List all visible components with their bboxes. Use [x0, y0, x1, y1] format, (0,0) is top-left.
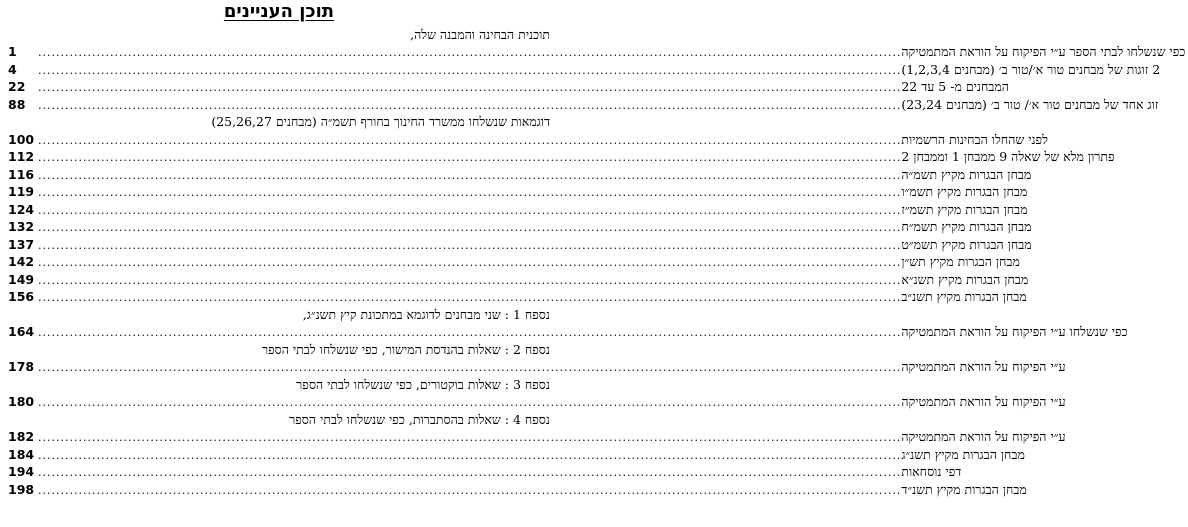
toc-entry	[8, 148, 1115, 166]
toc-entry	[8, 323, 1128, 341]
toc-entry-text: מבחן הבגרות מקיץ תשמ״ט	[901, 236, 1032, 252]
toc-entry-text: דפי נוסחאות	[901, 464, 962, 479]
toc-entry-text: לפני שהחלו הבחינות הרשמיות	[901, 131, 1048, 147]
toc-page-number: 182	[8, 429, 35, 444]
toc-entry	[8, 463, 962, 481]
dot-leader	[38, 45, 901, 60]
toc-entry-text: המבחנים מ- 5 עד 22	[901, 79, 1009, 94]
toc-entry	[8, 358, 1066, 376]
toc-heading-line	[8, 25, 550, 43]
toc-page-number: 178	[8, 359, 35, 374]
dot-leader	[38, 483, 901, 498]
toc-entry	[8, 60, 1161, 78]
toc-entry-text: מבחן הבגרות מקיץ תשנ״א	[901, 271, 1029, 287]
page-title-text: תוכן העניינים	[223, 1, 335, 22]
toc-entry-text: מבחן הבגרות מקיץ תשמ״ז	[901, 201, 1028, 217]
dot-leader	[38, 238, 901, 253]
toc-page-number: 124	[8, 201, 35, 217]
dot-leader	[38, 185, 901, 200]
toc-page-number: 132	[8, 219, 35, 234]
toc-entry	[8, 200, 1028, 218]
toc-entry-text: 2 זוגות של מבחנים טור א׳/טור ב׳ (מבחנים 1,2,3,4)	[901, 61, 1161, 77]
toc-entry	[8, 270, 1029, 288]
toc-heading-line	[8, 113, 550, 131]
dot-leader	[38, 395, 901, 410]
toc-entry	[8, 393, 1066, 411]
toc-entry-text: מבחן הבגרות מקיץ תשמ״ח	[901, 219, 1032, 234]
toc-page-number: 142	[8, 254, 35, 269]
toc-entry	[8, 78, 1009, 96]
dot-leader	[38, 63, 901, 78]
toc-entry	[8, 480, 1027, 498]
toc-page-number: 4	[8, 61, 17, 77]
toc-entry-text: ע״י הפיקוח על הוראת המתמטיקה	[901, 359, 1066, 374]
dot-leader	[38, 465, 901, 480]
dot-leader	[38, 168, 901, 183]
toc-entry-text: כפי שנשלחו לבתי הספר ע״י הפיקוח על הוראת המתמטיקה	[901, 44, 1186, 59]
dot-leader	[38, 203, 901, 218]
toc-entry	[8, 183, 1028, 201]
dot-leader	[38, 325, 901, 340]
toc-entry	[8, 95, 1159, 113]
dot-leader	[38, 360, 901, 375]
toc-entry	[8, 253, 1020, 271]
dot-leader	[38, 430, 901, 445]
dot-leader	[38, 273, 901, 288]
toc-page-number: 198	[8, 481, 35, 497]
toc-page-number: 88	[8, 96, 26, 112]
dot-leader	[38, 220, 901, 235]
toc-page-number: 1	[8, 44, 17, 59]
toc-entry-text: נספח 4 : שאלות בהסתברות, כפי שנשלחו לבתי הספר	[289, 411, 550, 427]
toc-entry-text: נספח 3 : שאלות בוקטורים, כפי שנשלחו לבתי הספר	[296, 376, 550, 392]
toc-entry	[8, 428, 1066, 446]
toc-page-number: 137	[8, 236, 35, 252]
toc-heading-line	[8, 305, 550, 323]
toc-entry-text: מבחן הבגרות מקיץ תשמ״ו	[901, 184, 1028, 199]
toc-entry	[8, 130, 1048, 148]
toc-page-number: 156	[8, 289, 35, 304]
toc-page-number: 184	[8, 446, 35, 462]
toc-page-number: 164	[8, 324, 35, 339]
toc-page-number: 22	[8, 79, 26, 94]
toc-entry-text: מבחן הבגרות מקיץ תשנ״ג	[901, 446, 1025, 462]
toc-entry-text: מבחן הבגרות מקיץ תש״ן	[901, 254, 1020, 269]
page-title	[8, 0, 550, 25]
toc-entry-text: תוכנית הבחינה והמבנה שלה,	[410, 26, 550, 42]
toc-entry-text: כפי שנשלחו ע״י הפיקוח על הוראת המתמטיקה	[901, 324, 1128, 339]
toc-entry	[8, 165, 1032, 183]
toc-heading-line	[8, 340, 550, 358]
toc-entry	[8, 288, 1027, 306]
toc-entry-text: מבחן הבגרות מקיץ תשנ״ב	[901, 289, 1027, 304]
toc-entry	[8, 218, 1032, 236]
dot-leader	[38, 290, 901, 305]
dot-leader	[38, 80, 901, 95]
dot-leader	[38, 98, 901, 113]
toc-entry-text: פתרון מלא של שאלה 9 ממבחן 1 וממבחן 2	[901, 149, 1115, 164]
dot-leader	[38, 133, 901, 148]
toc-page-number: 180	[8, 394, 35, 409]
toc-heading-line	[8, 410, 550, 428]
toc-entry	[8, 43, 1186, 61]
toc-page-number: 116	[8, 166, 35, 182]
table-of-contents	[8, 25, 1186, 498]
toc-page-number: 149	[8, 271, 35, 287]
toc-page-number: 194	[8, 464, 35, 479]
toc-entry	[8, 235, 1032, 253]
toc-entry	[8, 445, 1025, 463]
dot-leader	[38, 150, 901, 165]
toc-page-number: 100	[8, 131, 35, 147]
toc-entry-text: מבחן הבגרות מקיץ תשנ״ד	[901, 481, 1027, 497]
toc-entry-text: ע״י הפיקוח על הוראת המתמטיקה	[901, 429, 1066, 444]
toc-entry-text: נספח 1 : שני מבחנים לדוגמא במתכונת קיץ תשנ״ג,	[302, 306, 550, 322]
toc-entry-text: דוגמאות שנשלחו ממשרד החינוך בחורף תשמ״ה (מבחנים 25,26,27)	[211, 114, 550, 129]
toc-entry-text: זוג אחד של מבחנים טור א׳/ טור ב׳ (מבחנים 23,24)	[901, 96, 1159, 112]
toc-entry-text: ע״י הפיקוח על הוראת המתמטיקה	[901, 394, 1066, 409]
dot-leader	[38, 448, 901, 463]
dot-leader	[38, 255, 901, 270]
toc-heading-line	[8, 375, 550, 393]
toc-page-number: 119	[8, 184, 35, 199]
toc-page-number: 112	[8, 149, 35, 164]
toc-entry-text: נספח 2 : שאלות בהנדסת המישור, כפי שנשלחו לבתי הספר	[261, 341, 550, 357]
toc-entry-text: מבחן הבגרות מקיץ תשמ״ה	[901, 166, 1032, 182]
